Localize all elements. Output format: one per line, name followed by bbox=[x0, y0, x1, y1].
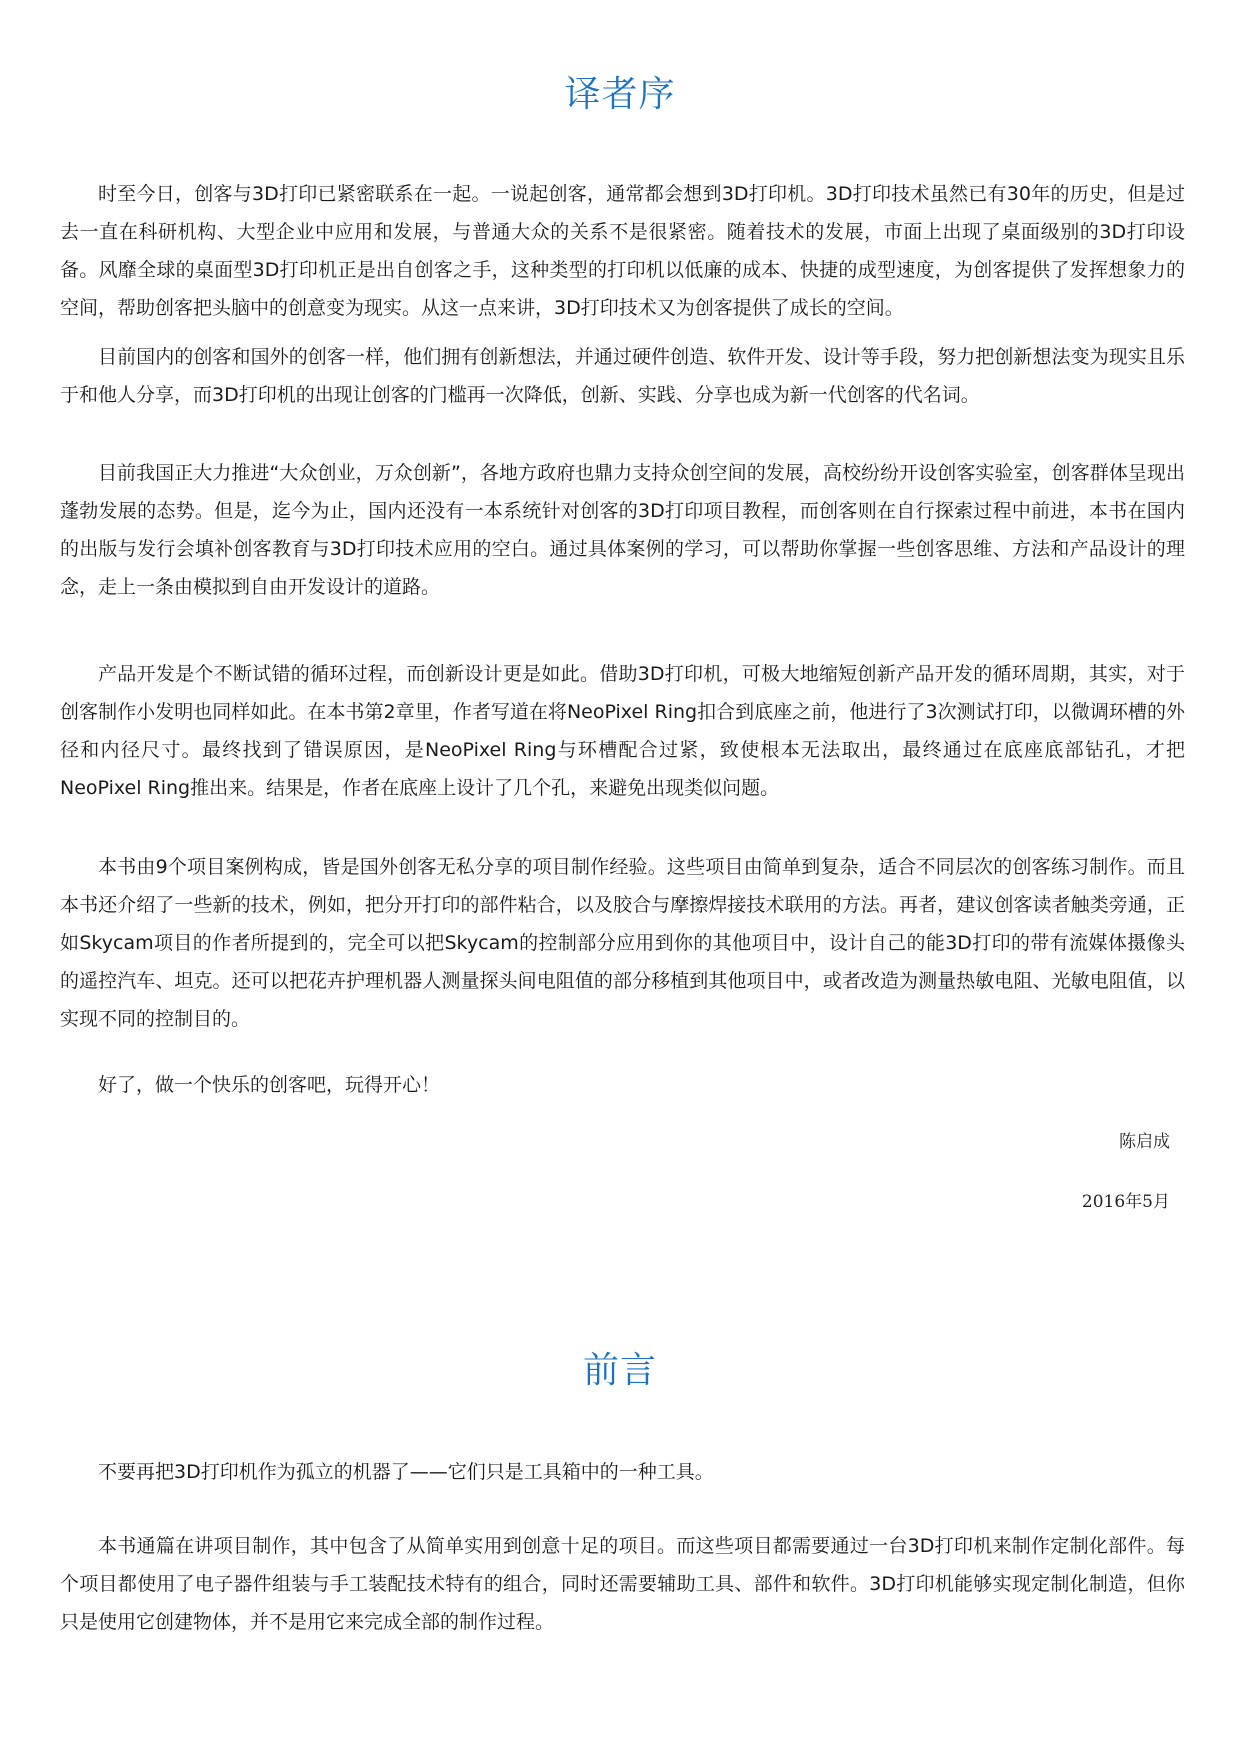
translator-signature: 陈启成 bbox=[1119, 1132, 1170, 1152]
translator-preface-paragraph-2: 目前国内的创客和国外的创客一样，他们拥有创新想法，并通过硬件创造、软件开发、设计等手段，努力把创新想法变为现实且乐于和他人分享，而3D打印机的出现让创客的门槛再一次降低，创新、实践、分享也成为新一代创客的代名词。 bbox=[60, 346, 1185, 406]
translator-date: 2016年5月 bbox=[1081, 1192, 1170, 1212]
translator-preface-paragraph-5: 本书由9个项目案例构成，皆是国外创客无私分享的项目制作经验。这些项目由简单到复杂，适合不同层次的创客练习制作。而且本书还介绍了一些新的技术，例如，把分开打印的部件粘合，以及胶合与摩擦焊接技术联用的方法。再者，建议创客读者触类旁通，正如Skycam项目的作者所提到的，完全可以把Skycam的控制部分应用到你的其他项目中，设计自己的能3D打印的带有流媒体摄像头的遥控汽车、坦克。还可以把花卉护理机器人测量探头间电阻值的部分移植到其他项目中，或者改造为测量热敏电阻、光敏电阻值，以实现不同的控制目的。 bbox=[60, 856, 1185, 1030]
translator-preface-paragraph-4: 产品开发是个不断试错的循环过程，而创新设计更是如此。借助3D打印机，可极大地缩短创新产品开发的循环周期，其实，对于创客制作小发明也同样如此。在本书第2章里，作者写道在将NeoPixel Ring扣合到底座之前，他进行了3次测试打印，以微调环槽的外径和内径尺寸。最终找到了错误原因，是NeoPixel Ring与环槽配合过紧，致使根本无法取出，最终通过在底座底部钻孔，才把NeoPixel Ring推出来。结果是，作者在底座上设计了几个孔，来避免出现类似问题。 bbox=[60, 663, 1185, 799]
preface-title: 前言 bbox=[582, 1350, 657, 1391]
preface-paragraph-2: 本书通篇在讲项目制作，其中包含了从简单实用到创意十足的项目。而这些项目都需要通过一台3D打印机来制作定制化部件。每个项目都使用了电子器件组装与手工装配技术特有的组合，同时还需要辅助工具、部件和软件。3D打印机能够实现定制化制造，但你只是使用它创建物体，并不是用它来完成全部的制作过程。 bbox=[60, 1535, 1185, 1633]
translator-preface-paragraph-3: 目前我国正大力推进“大众创业，万众创新”，各地方政府也鼎力支持众创空间的发展，高校纷纷开设创客实验室，创客群体呈现出蓬勃发展的态势。但是，迄今为止，国内还没有一本系统针对创客的3D打印项目教程，而创客则在自行探索过程中前进，本书在国内的出版与发行会填补创客教育与3D打印技术应用的空白。通过具体案例的学习，可以帮助你掌握一些创客思维、方法和产品设计的理念，走上一条由模拟到自由开发设计的道路。 bbox=[60, 462, 1185, 598]
preface-paragraph-1: 不要再把3D打印机作为孤立的机器了——它们只是工具箱中的一种工具。 bbox=[98, 1461, 714, 1483]
translator-preface-paragraph-1: 时至今日，创客与3D打印已紧密联系在一起。一说起创客，通常都会想到3D打印机。3D打印技术虽然已有30年的历史，但是过去一直在科研机构、大型企业中应用和发展，与普通大众的关系不是很紧密。随着技术的发展，市面上出现了桌面级别的3D打印设备。风靡全球的桌面型3D打印机正是出自创客之手，这种类型的打印机以低廉的成本、快捷的成型速度，为创客提供了发挥想象力的空间，帮助创客把头脑中的创意变为现实。从这一点来讲，3D打印技术又为创客提供了成长的空间。 bbox=[60, 183, 1185, 319]
translator-preface-title: 译者序 bbox=[564, 74, 676, 115]
translator-preface-paragraph-6: 好了，做一个快乐的创客吧，玩得开心！ bbox=[98, 1074, 441, 1096]
